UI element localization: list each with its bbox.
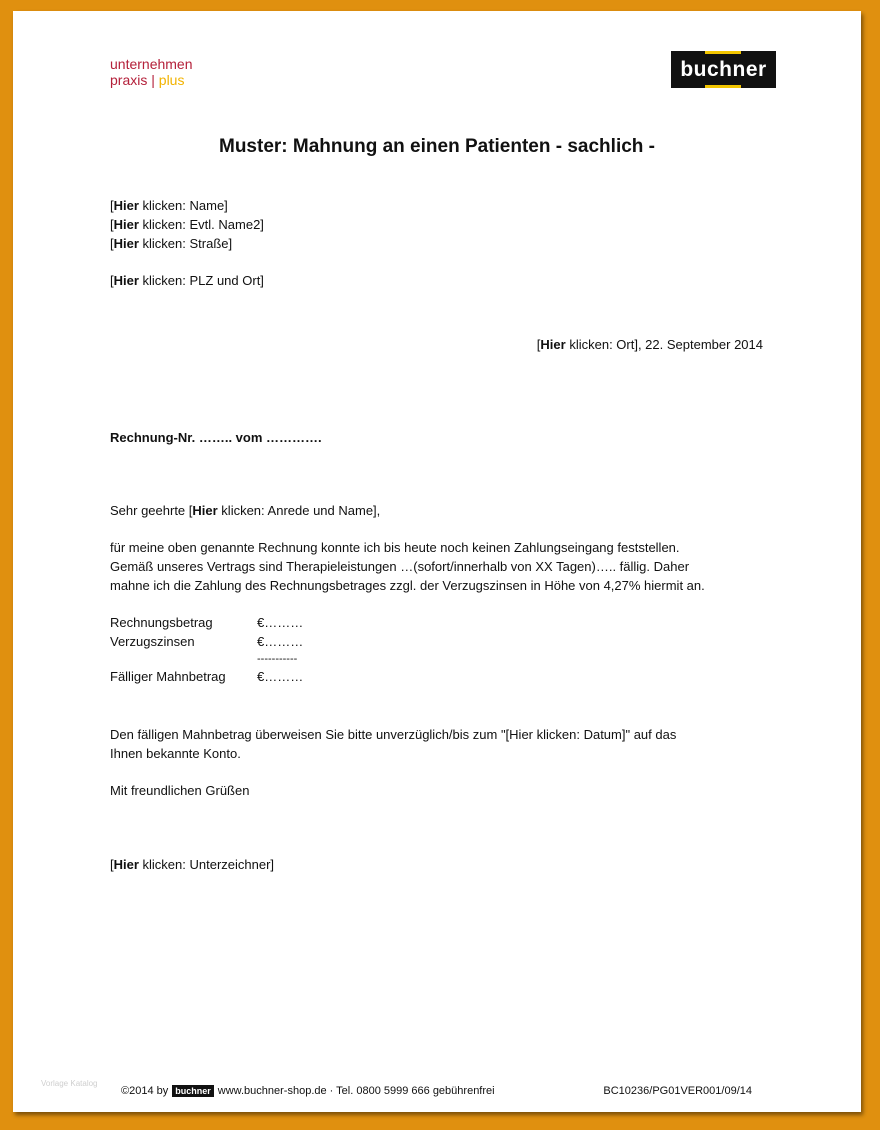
watermark: Vorlage Katalog (41, 1079, 98, 1088)
buchner-logo: buchner (671, 51, 776, 88)
address-name2-field[interactable]: [Hier klicken: Evtl. Name2] (110, 217, 264, 232)
address-name-field[interactable]: [Hier klicken: Name] (110, 198, 228, 213)
unternehmen-praxis-plus-logo: unternehmen praxis | plus (110, 56, 193, 88)
body-paragraph-1: für meine oben genannte Rechnung konnte ich bis heute noch keinen Zahlungseingang feststellen. Gemäß unseres Vertrags sind Therapieleistungen …(sofort/innerhalb von XX Tagen)….. fällig. Daher mahne ich die Zahlung des Rechnungsbetrages zzgl. der Verzugszinsen in Höhe von 4,27% hiermit an. (110, 540, 705, 593)
buchner-mini-logo: buchner (172, 1085, 214, 1097)
signature-field[interactable]: [Hier klicken: Unterzeichner] (110, 857, 275, 872)
footer-contact: www.buchner-shop.de · Tel. 0800 5999 666 gebührenfrei (217, 1085, 495, 1097)
amount-row-total: Fälliger Mahnbetrag €……… (110, 669, 304, 684)
salutation-field[interactable]: Sehr geehrte [Hier klicken: Anrede und Name], (110, 503, 381, 518)
body-paragraph-2: Den fälligen Mahnbetrag überweisen Sie bitte unverzüglich/bis zum "[Hier klicken: Datum]" auf das Ihnen bekannte Konto. (110, 727, 677, 761)
amount-row-interest: Verzugszinsen €……… (110, 634, 304, 649)
address-zip-city-field[interactable]: [Hier klicken: PLZ und Ort] (110, 273, 264, 288)
footer-document-code: BC10236/PG01VER001/09/14 (603, 1085, 752, 1097)
recipient-address (110, 196, 264, 290)
closing-line: Mit freundlichen Grüßen (110, 783, 250, 798)
footer-left: ©2014 by buchner www.buchner-shop.de · Tel. 0800 5999 666 gebührenfrei (121, 1085, 495, 1097)
place-date-field[interactable]: [Hier klicken: Ort], 22. September 2014 (536, 337, 763, 352)
page-title: Muster: Mahnung an einen Patienten - sachlich - (219, 136, 655, 157)
document-page (13, 11, 861, 1112)
invoice-number-line: Rechnung-Nr. …….. vom …………. (110, 430, 322, 445)
address-street-field[interactable]: [Hier klicken: Straße] (110, 236, 233, 251)
amount-row-invoice: Rechnungsbetrag €……… (110, 615, 304, 630)
amount-separator: ----------- (257, 653, 298, 665)
amounts-table (110, 613, 303, 686)
